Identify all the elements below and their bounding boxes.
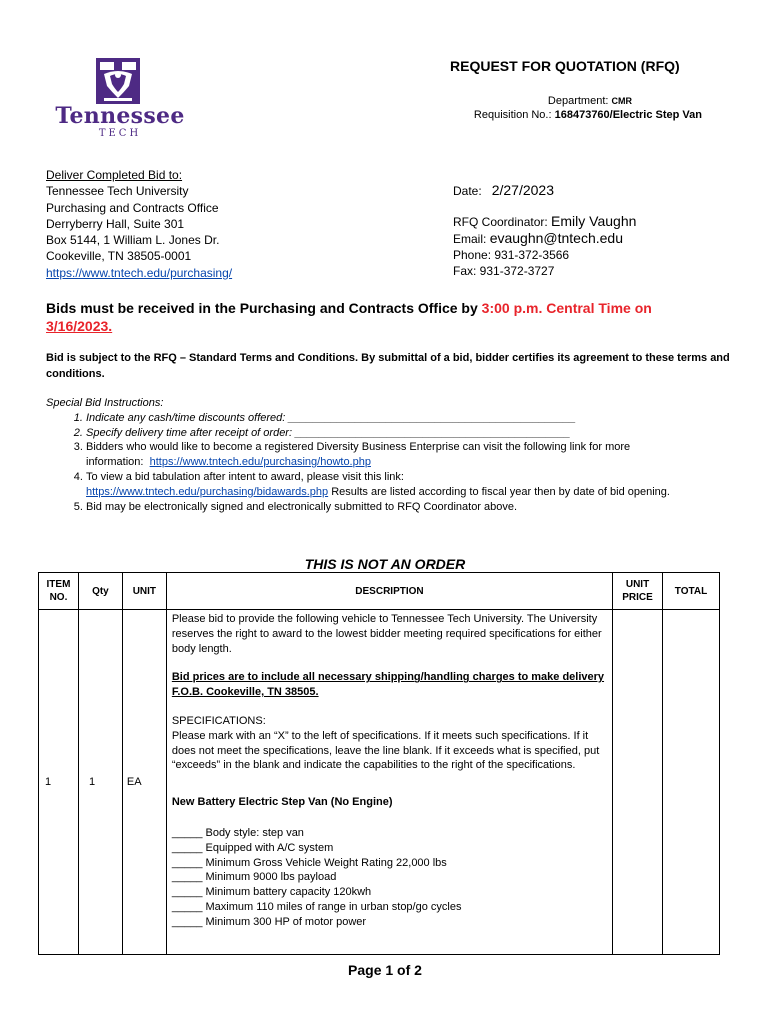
address-line: Tennessee Tech University <box>46 184 189 199</box>
department-label: Department: <box>547 95 609 107</box>
item-number: 1 <box>39 610 79 955</box>
fax: Fax: 931-372-3727 <box>453 264 555 278</box>
item-description <box>166 610 612 955</box>
spec-line: _____ Minimum battery capacity 120kwh <box>171 886 372 899</box>
department-value: CMR <box>611 96 632 106</box>
col-header-unit: UNIT <box>122 573 166 610</box>
product-title: New Battery Electric Step Van (No Engine) <box>171 796 393 809</box>
spec-line: _____ Minimum 9000 lbs payload <box>171 871 337 884</box>
email-value[interactable]: evaughn@tntech.edu <box>489 230 624 246</box>
address-line: Cookeville, TN 38505-0001 <box>46 249 192 264</box>
purchasing-link[interactable]: https://www.tntech.edu/purchasing/ <box>46 265 233 280</box>
col-header-unit-price: UNIT PRICE <box>613 573 663 610</box>
terms-notice: Bid is subject to the RFQ – Standard Terms and Conditions. By submittal of a bid, bidder certifies its agreement to these terms and conditions. <box>46 352 730 380</box>
spec-line: _____ Maximum 110 miles of range in urban stop/go cycles <box>171 900 462 913</box>
spec-line: _____ Minimum Gross Vehicle Weight Rating 22,000 lbs <box>171 856 447 869</box>
requisition-label: Requisition No.: <box>473 109 552 121</box>
page-title: REQUEST FOR QUOTATION (RFQ) <box>450 58 680 74</box>
instruction-item: 3. Bidders who would like to become a registered Diversity Business Enterprise can visit the following link for more information: https://www.tntech.edu/purchasing/howto.php <box>86 440 736 470</box>
items-table <box>38 572 720 955</box>
address-line: Purchasing and Contracts Office <box>46 200 219 215</box>
logo-sub: TECH <box>98 128 142 139</box>
contact-block <box>453 182 636 279</box>
howto-link[interactable]: https://www.tntech.edu/purchasing/howto.php <box>149 456 371 469</box>
address-line: Derryberry Hall, Suite 301 <box>46 216 185 231</box>
logo-wordmark <box>55 104 185 140</box>
spec-line: _____ Body style: step van <box>171 826 304 839</box>
spec-line: _____ Equipped with A/C system <box>171 841 334 854</box>
instruction-item: 5. Bid may be electronically signed and electronically submitted to RFQ Coordinator above. <box>86 500 736 515</box>
item-qty: 1 <box>78 610 122 955</box>
instruction-item: 1. Indicate any cash/time discounts offered: _______________________________________________ <box>86 411 736 426</box>
shipping-note: Bid prices are to include all necessary shipping/handling charges to make delivery F.O.B. Cookeville, TN 38505. <box>171 671 605 699</box>
address-line: Box 5144, 1 William L. Jones Dr. <box>46 233 220 248</box>
table-row <box>39 610 720 955</box>
phone: Phone: 931-372-3566 <box>453 248 570 262</box>
table-header-row <box>39 573 720 610</box>
page-number: Page 1 of 2 <box>348 962 422 978</box>
col-header-description: DESCRIPTION <box>166 573 612 610</box>
deadline-time: 3:00 p.m. Central Time on <box>481 300 652 316</box>
coordinator-label: RFQ Coordinator: <box>453 215 548 229</box>
deadline-notice <box>46 299 726 335</box>
unit-price-cell[interactable] <box>613 610 663 955</box>
date-value: 2/27/2023 <box>491 182 554 198</box>
date-label: Date: <box>453 184 482 198</box>
spec-instructions: Please mark with an “X” to the left of specifications. If it meets such specifications. If it does not meet the specifications, leave the line blank. If it exceeds what is specified, put “exceeds” in the blank and indicate the capabilities to the right of the specifications. <box>171 729 600 772</box>
deliver-address <box>46 167 232 281</box>
email-label: Email: <box>453 232 487 246</box>
instruction-item: 2. Specify delivery time after receipt of order: _____________________________________________ <box>86 426 736 441</box>
spec-line: _____ Minimum 300 HP of motor power <box>171 915 367 928</box>
col-header-qty: Qty <box>78 573 122 610</box>
not-an-order-heading: THIS IS NOT AN ORDER <box>304 556 466 572</box>
col-header-total: TOTAL <box>663 573 720 610</box>
spec-heading: SPECIFICATIONS: <box>171 714 266 727</box>
deliver-heading: Deliver Completed Bid to: <box>46 168 183 182</box>
department-line <box>548 95 632 107</box>
logo-name: Tennessee <box>55 103 185 129</box>
col-header-item: ITEM NO. <box>39 573 79 610</box>
special-instructions <box>46 396 736 514</box>
requisition-value: 168473760/Electric Step Van <box>554 109 702 121</box>
total-cell[interactable] <box>663 610 720 955</box>
item-unit: EA <box>122 610 166 955</box>
tennessee-tech-logo-icon <box>96 58 140 104</box>
special-heading: Special Bid Instructions: <box>46 397 164 409</box>
deadline-prefix: Bids must be received in the Purchasing and Contracts Office by <box>46 300 482 316</box>
bidawards-link[interactable]: https://www.tntech.edu/purchasing/bidawards.php <box>86 485 329 498</box>
requisition-line <box>474 109 702 121</box>
intro-text: Please bid to provide the following vehicle to Tennessee Tech University. The University reserves the right to award to the lowest bidder meeting required specifications for either body length. <box>171 613 602 655</box>
instruction-item: 4. To view a bid tabulation after intent to award, please visit this link: https://www.tntech.edu/purchasing/bidawards.php Results are listed according to fiscal year then by date of bid opening. <box>86 470 736 500</box>
deadline-date: 3/16/2023. <box>46 318 113 334</box>
coordinator-name: Emily Vaughn <box>551 213 637 229</box>
